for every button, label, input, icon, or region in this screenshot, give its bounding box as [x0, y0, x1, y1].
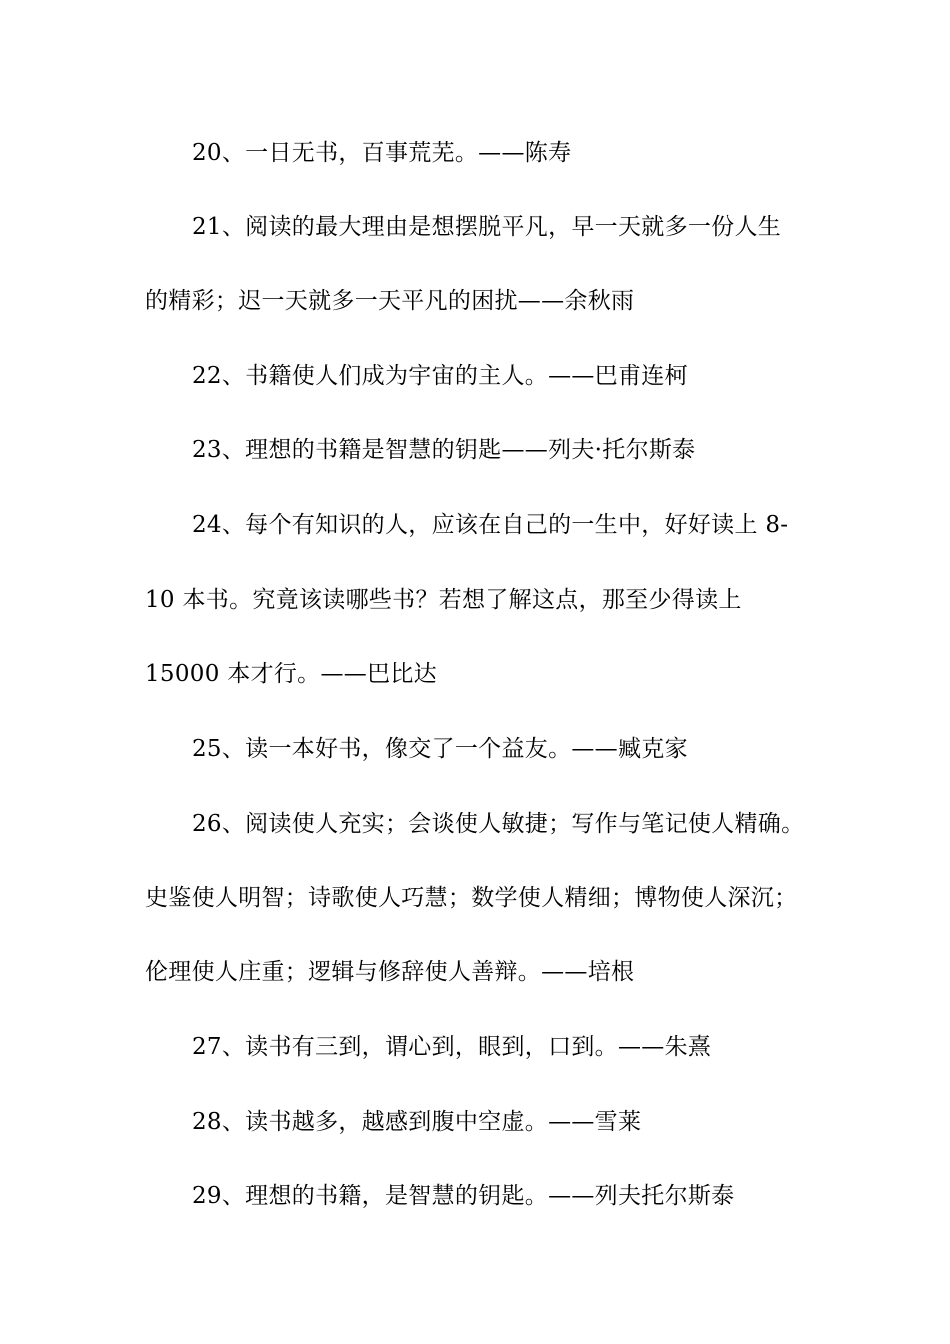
quote-26-line-2: 史鉴使人明智；诗歌使人巧慧；数学使人精细；博物使人深沉；	[145, 885, 798, 911]
quote-26-line-1: 26、阅读使人充实；会谈使人敏捷；写作与笔记使人精确。	[192, 811, 805, 837]
quote-24-line-2: 10 本书。究竟该读哪些书？若想了解这点，那至少得读上	[145, 587, 742, 613]
quote-24-line-3: 15000 本才行。——巴比达	[145, 661, 437, 687]
quote-27: 27、读书有三到，谓心到，眼到，口到。——朱熹	[192, 1034, 712, 1060]
quote-28: 28、读书越多，越感到腹中空虚。——雪莱	[192, 1109, 642, 1135]
quote-21-line-2: 的精彩；迟一天就多一天平凡的困扰——余秋雨	[145, 288, 635, 314]
quote-25: 25、读一本好书，像交了一个益友。——臧克家	[192, 736, 688, 762]
quote-21-line-1: 21、阅读的最大理由是想摆脱平凡，早一天就多一份人生	[192, 214, 782, 240]
quote-26-line-3: 伦理使人庄重；逻辑与修辞使人善辩。——培根	[145, 959, 635, 985]
quote-29: 29、理想的书籍，是智慧的钥匙。——列夫托尔斯泰	[192, 1183, 735, 1209]
quote-24-line-1: 24、每个有知识的人，应该在自己的一生中，好好读上 8-	[192, 512, 789, 538]
quote-20: 20、一日无书，百事荒芜。——陈寿	[192, 140, 572, 166]
quote-23: 23、理想的书籍是智慧的钥匙——列夫·托尔斯泰	[192, 437, 696, 463]
quote-22: 22、书籍使人们成为宇宙的主人。——巴甫连柯	[192, 363, 688, 389]
